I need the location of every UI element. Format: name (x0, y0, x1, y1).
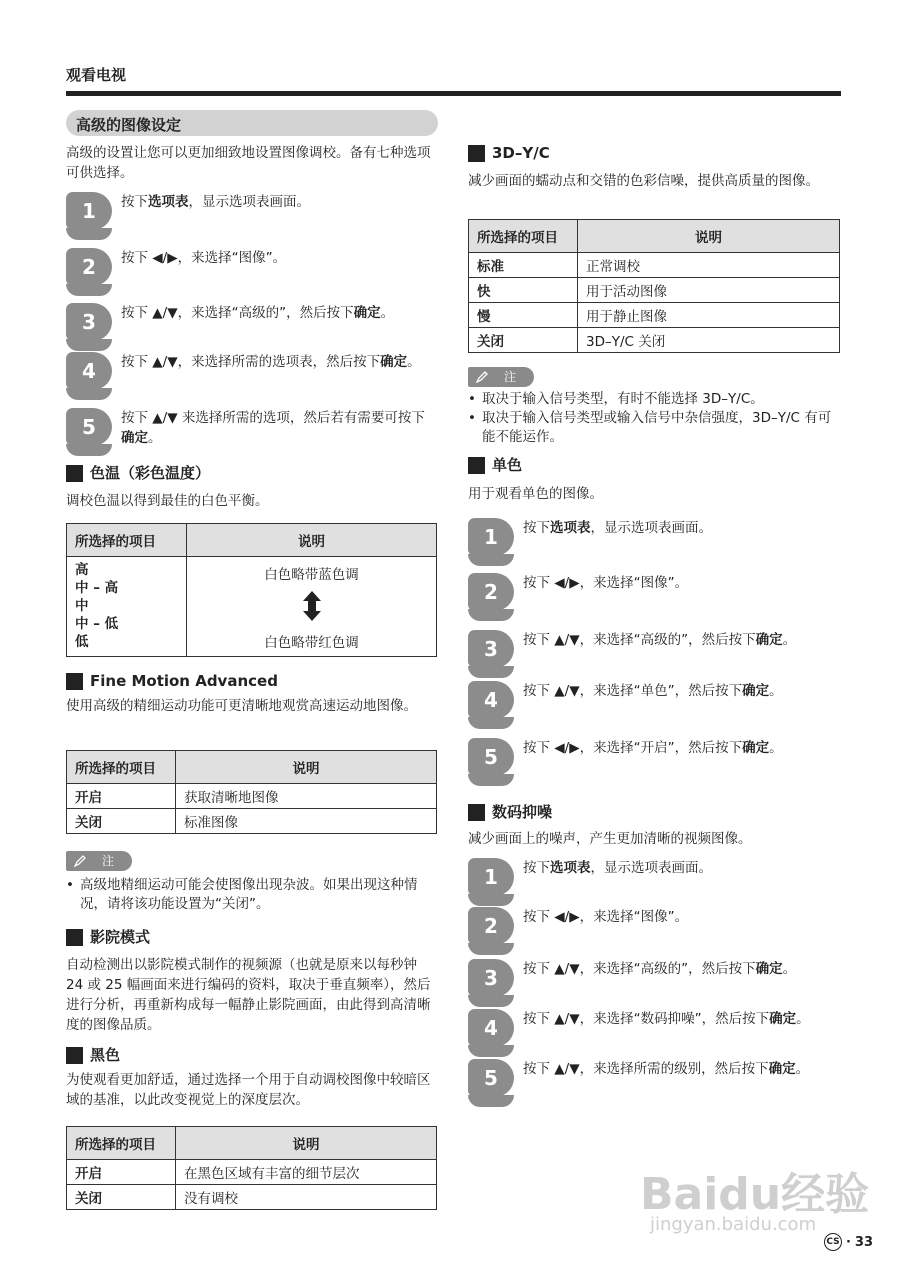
yc3d-table (468, 219, 840, 353)
table-row (469, 253, 840, 278)
step-text-pre: 按下 ▲/▼ 来选择所需的选项，然后若有需要可按下 (121, 410, 425, 426)
step-number-badge: 4 (66, 352, 112, 390)
bottom-desc: 白色略带红色调 (264, 635, 359, 651)
row-item: 关闭 (67, 1185, 176, 1210)
advanced-section-title: 高级的图像设定 (76, 116, 182, 134)
col-header-desc: 说明 (176, 1127, 437, 1160)
step-number-badge: 2 (66, 248, 112, 286)
up-down-arrow-icon (302, 591, 322, 621)
step-number-badge: 5 (66, 408, 112, 446)
fine-motion-heading (66, 671, 278, 691)
step-text-key: 确定 (742, 740, 770, 756)
table-row (67, 784, 437, 809)
color-temp-table (66, 523, 437, 657)
step-text-pre: 按下 (523, 520, 550, 536)
step-text (523, 630, 842, 650)
baidu-watermark: Baidu经验 (640, 1169, 870, 1220)
col-header-item: 所选择的项目 (67, 1127, 176, 1160)
step-number-badge: 1 (468, 518, 514, 556)
footer-dot: · (845, 1234, 851, 1250)
step-text-post: ，显示选项表画面。 (188, 194, 310, 210)
step-text-pre: 按下 ▲/▼，来选择所需的级别，然后按下 (523, 1061, 769, 1077)
table-row (469, 303, 840, 328)
list-item: 中 – 低 (75, 616, 119, 632)
step-text (523, 1059, 842, 1079)
color-temp-desc-cell (187, 557, 437, 657)
list-item: 中 (75, 598, 89, 614)
table-row (67, 1185, 437, 1210)
step-text-key: 确定 (768, 1061, 796, 1077)
yc3d-title: 3D–Y/C (492, 144, 550, 162)
pencil-icon (74, 855, 86, 867)
row-item: 慢 (469, 303, 578, 328)
note-label: 注 (504, 370, 517, 384)
row-desc: 在黑色区域有丰富的细节层次 (176, 1160, 437, 1185)
section-square-icon (468, 457, 485, 474)
row-desc: 正常调校 (578, 253, 840, 278)
row-item: 关闭 (67, 809, 176, 834)
baidu-watermark-url: jingyan.baidu.com (650, 1214, 817, 1235)
film-mode-title: 影院模式 (90, 928, 151, 946)
dnr-heading (468, 802, 552, 822)
step-text (121, 408, 438, 448)
step-text-key: 选项表 (148, 194, 189, 210)
step-text-key: 确定 (353, 305, 381, 321)
section-square-icon (66, 673, 83, 690)
row-item: 开启 (67, 784, 176, 809)
page-footer (824, 1233, 873, 1251)
step-text-key: 确定 (742, 683, 770, 699)
step-text-key: 确定 (380, 354, 408, 370)
step-number-badge: 3 (468, 630, 514, 668)
step-text-post: 。 (148, 430, 162, 446)
fine-motion-table (66, 750, 437, 834)
col-header-desc: 说明 (187, 524, 437, 557)
color-temp-title: 色温（彩色温度） (90, 464, 211, 482)
color-temp-items (67, 557, 187, 657)
step-number-badge: 1 (468, 858, 514, 896)
step-text (523, 1009, 842, 1029)
row-item: 关闭 (469, 328, 578, 353)
black-heading (66, 1045, 120, 1065)
step-text-pre: 按下 ▲/▼，来选择“高级的”，然后按下 (121, 305, 354, 321)
black-table (66, 1126, 437, 1210)
yc3d-heading (468, 143, 550, 163)
list-item: 低 (75, 634, 89, 650)
step-text-pre: 按下 (523, 860, 550, 876)
step-number-badge: 3 (66, 303, 112, 341)
table-row (469, 328, 840, 353)
color-temp-desc: 调校色温以得到最佳的白色平衡。 (66, 493, 269, 509)
step-text (121, 248, 438, 268)
row-item: 标准 (469, 253, 578, 278)
page-title: 观看电视 (66, 66, 127, 84)
step-text-key: 确定 (769, 1011, 797, 1027)
fine-motion-note-tag (66, 851, 132, 871)
step-number-badge: 5 (468, 1059, 514, 1097)
step-text (523, 573, 842, 593)
col-header-desc: 说明 (578, 220, 840, 253)
yc3d-desc: 减少画面的蠕动点和交错的色彩信噪，提供高质量的图像。 (468, 173, 819, 189)
header-rule (66, 91, 841, 96)
dnr-title: 数码抑噪 (492, 803, 553, 821)
step-text-pre: 按下 (121, 194, 148, 210)
row-desc: 没有调校 (176, 1185, 437, 1210)
section-square-icon (468, 804, 485, 821)
list-item: 高 (75, 562, 89, 578)
step-text-pre: 按下 ◀/▶，来选择“开启”，然后按下 (523, 740, 743, 756)
step-number-badge: 2 (468, 573, 514, 611)
step-number-badge: 5 (468, 738, 514, 776)
step-text-pre: 按下 ▲/▼，来选择“高级的”，然后按下 (523, 632, 756, 648)
step-text-post: ，显示选项表画面。 (590, 860, 712, 876)
section-square-icon (468, 145, 485, 162)
row-desc: 标准图像 (176, 809, 437, 834)
black-desc: 为使观看更加舒适，通过选择一个用于自动调校图像中较暗区域的基准，以此改变视觉上的深度层次。 (66, 1072, 431, 1108)
row-desc: 3D–Y/C 关闭 (578, 328, 840, 353)
step-text-post: 。 (782, 632, 797, 648)
section-square-icon (66, 929, 83, 946)
step-number-badge: 4 (468, 1009, 514, 1047)
step-text (121, 303, 438, 323)
list-item: 中 – 高 (75, 580, 119, 596)
step-text-post: 。 (769, 683, 783, 699)
mono-desc: 用于观看单色的图像。 (468, 486, 603, 502)
step-text-pre: 按下 ◀/▶，来选择“图像”。 (523, 575, 689, 591)
step-text (523, 681, 842, 701)
step-text-pre: 按下 ▲/▼，来选择“单色”，然后按下 (523, 683, 743, 699)
step-text (523, 959, 842, 979)
step-text-post: 。 (380, 305, 395, 321)
step-text-pre: 按下 ▲/▼，来选择“高级的”，然后按下 (523, 961, 756, 977)
step-number-badge: 1 (66, 192, 112, 230)
section-square-icon (66, 1047, 83, 1064)
step-number-badge: 2 (468, 907, 514, 945)
black-title: 黑色 (90, 1046, 121, 1064)
film-mode-heading (66, 927, 150, 947)
fine-motion-title: Fine Motion Advanced (90, 672, 278, 690)
col-header-item: 所选择的项目 (67, 524, 187, 557)
step-text (523, 858, 842, 878)
row-desc: 获取清晰地图像 (176, 784, 437, 809)
step-text-pre: 按下 ◀/▶，来选择“图像”。 (121, 250, 287, 266)
step-text-key: 确定 (755, 632, 783, 648)
yc3d-note-tag (468, 367, 534, 387)
pencil-icon (476, 371, 488, 383)
top-desc: 白色略带蓝色调 (264, 567, 359, 583)
color-temp-heading (66, 463, 210, 483)
row-item: 快 (469, 278, 578, 303)
language-badge: CS (824, 1233, 842, 1251)
table-row (67, 1160, 437, 1185)
step-text (523, 907, 842, 927)
fine-motion-notes (66, 876, 438, 914)
col-header-item: 所选择的项目 (67, 751, 176, 784)
step-text-post: 。 (769, 740, 783, 756)
mono-title: 单色 (492, 456, 523, 474)
note-item: • 高级地精细运动可能会使图像出现杂波。如果出现这种情况，请将该功能设置为“关闭”。 (66, 876, 438, 914)
col-header-desc: 说明 (176, 751, 437, 784)
step-text-key: 选项表 (550, 520, 591, 536)
step-text-post: 。 (782, 961, 797, 977)
step-text-post: 。 (796, 1011, 810, 1027)
film-mode-desc: 自动检测出以影院模式制作的视频源（也就是原来以每秒钟 24 或 25 幅画面来进行编码的资料，取决于垂直频率），然后进行分析，再重新构成每一幅静止影院画面，由此得到高清晰度的图像品质。 (66, 957, 431, 1033)
step-number-badge: 4 (468, 681, 514, 719)
section-square-icon (66, 465, 83, 482)
row-desc: 用于静止图像 (578, 303, 840, 328)
step-text-post: ，显示选项表画面。 (590, 520, 712, 536)
step-text (121, 192, 438, 212)
note-label: 注 (102, 854, 115, 868)
dnr-desc: 减少画面上的噪声，产生更加清晰的视频图像。 (468, 831, 752, 847)
note-item: • 取决于输入信号类型，有时不能选择 3D–Y/C。 (468, 390, 842, 409)
row-item: 开启 (67, 1160, 176, 1185)
step-number-badge: 3 (468, 959, 514, 997)
fine-motion-desc: 使用高级的精细运动功能可更清晰地观赏高速运动地图像。 (66, 698, 417, 714)
step-text (523, 738, 842, 758)
table-row (67, 809, 437, 834)
mono-heading (468, 455, 522, 475)
col-header-item: 所选择的项目 (469, 220, 578, 253)
step-text-pre: 按下 ▲/▼，来选择所需的选项表，然后按下 (121, 354, 381, 370)
step-text-pre: 按下 ◀/▶，来选择“图像”。 (523, 909, 689, 925)
yc3d-notes (468, 390, 842, 447)
step-text-key: 确定 (755, 961, 783, 977)
row-desc: 用于活动图像 (578, 278, 840, 303)
advanced-intro: 高级的设置让您可以更加细致地设置图像调校。备有七种选项可供选择。 (66, 145, 431, 181)
step-text-pre: 按下 ▲/▼，来选择“数码抑噪”，然后按下 (523, 1011, 770, 1027)
step-text-post: 。 (795, 1061, 810, 1077)
advanced-section-pill (66, 110, 438, 136)
step-text (121, 352, 438, 372)
note-item: • 取决于输入信号类型或输入信号中杂信强度，3D–Y/C 有可能不能运作。 (468, 409, 842, 447)
step-text-key: 确定 (121, 430, 148, 446)
step-text (523, 518, 842, 538)
step-text-key: 选项表 (550, 860, 591, 876)
step-text-post: 。 (407, 354, 421, 370)
table-row (469, 278, 840, 303)
page-number: 33 (854, 1234, 873, 1250)
